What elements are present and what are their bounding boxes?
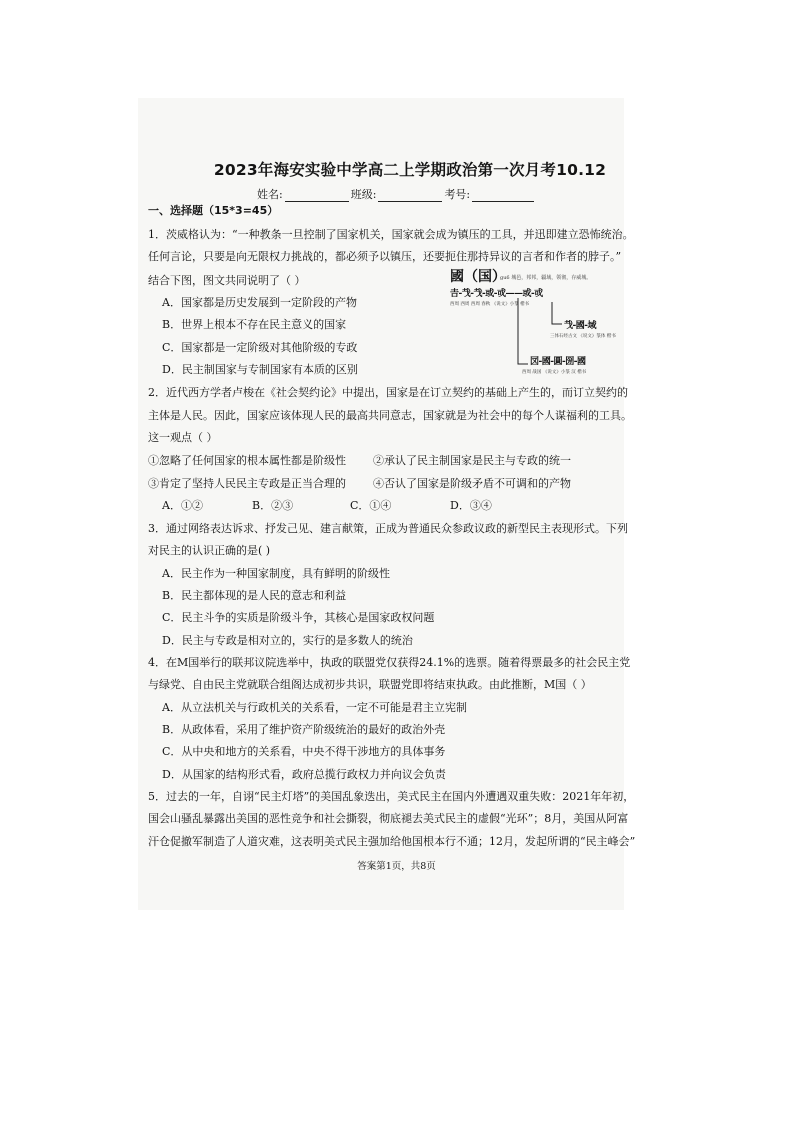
- q2-option-a: A．①②: [162, 499, 203, 512]
- figure-row-1-labels: 西周 西周 西周 春秋 《说文》小篆 楷书: [450, 302, 530, 307]
- q1-stem-line-3: 结合下图，图文共同说明了（ ）: [148, 274, 306, 287]
- q3-stem-line-1: 3．通过网络表达诉求、抒发己见、建言献策，正成为普通民众参政议政的新型民主表现形式。下列: [148, 522, 628, 535]
- q2-stem-line-3: 这一观点（ ）: [148, 431, 218, 444]
- exam-title: 2023年海安实验中学高二上学期政治第一次月考10.12: [213, 161, 607, 179]
- class-label: 班级:: [350, 188, 377, 201]
- q2-option-c: C．①④: [350, 499, 392, 512]
- q3-option-a: A．民主作为一种国家制度，具有鲜明的阶级性: [162, 567, 390, 580]
- q2-statement-3: ③肯定了坚持人民民主专政是正当合理的: [148, 477, 346, 490]
- figure-row-3-labels: 西周 战国 《说文》小篆 汉 楷书: [522, 370, 587, 375]
- exam-number-label: 考号:: [444, 188, 471, 201]
- q4-stem-line-1: 4．在M国举行的联邦议院选举中，执政的联盟党仅获得24.1%的选票。随着得票最多的社会民主党: [148, 656, 631, 669]
- q4-option-c: C．从中央和地方的关系看，中央不得干涉地方的具体事务: [162, 745, 446, 758]
- q4-stem-line-2: 与绿党、自由民主党就联合组阁达成初步共识，联盟党即将结束执政。由此推断，M国（ ）: [148, 678, 592, 691]
- q1-stem-line-1: 1．茨威格认为：“一种教条一旦控制了国家机关，国家就会成为镇压的工具，并迅即建立恐怖统治。: [148, 228, 634, 241]
- q2-stem-line-1: 2．近代西方学者卢梭在《社会契约论》中提出，国家是在订立契约的基础上产生的，而订立契约的: [148, 386, 628, 399]
- q3-option-c: C．民主斗争的实质是阶级斗争，其核心是国家政权问题: [162, 611, 435, 624]
- q5-stem-line-3: 汗仓促撤军制造了人道灾难，这表明美式民主强加给他国根本行不通；12月，发起所谓的“民主峰会”: [148, 835, 636, 848]
- class-blank: [378, 190, 442, 202]
- exam-number-blank: [472, 190, 534, 202]
- q3-stem-line-2: 对民主的认识正确的是( ): [148, 544, 271, 557]
- q2-option-b: B．②③: [252, 499, 294, 512]
- q3-option-d: D．民主与专政是相对立的，实行的是多数人的统治: [162, 634, 413, 647]
- section-heading: 一、选择题（15*3=45）: [148, 204, 279, 217]
- figure-row-2: 𢦏-國-域: [564, 321, 596, 331]
- q2-statement-2: ②承认了民主制国家是民主与专政的统一: [373, 454, 571, 467]
- q1-option-b: B．世界上根本不存在民主意义的国家: [162, 318, 347, 331]
- figure-head-character: 國（国）: [450, 269, 506, 285]
- name-label: 姓名:: [257, 188, 283, 201]
- q2-statement-1: ①忽略了任何国家的根本属性都是阶级性: [148, 454, 346, 467]
- q1-option-c: C．国家都是一定阶级对其他阶级的专政: [162, 341, 358, 354]
- character-evolution-figure: [450, 268, 650, 378]
- q4-option-b: B．从政体看，采用了维护资产阶级统治的最好的政治外壳: [162, 723, 446, 736]
- page-footer: 答案第1页，共8页: [357, 861, 436, 872]
- student-info-row: [257, 186, 536, 202]
- q2-statement-4: ④否认了国家是阶级矛盾不可调和的产物: [373, 477, 571, 490]
- q1-option-d: D．民主制国家与专制国家有本质的区别: [162, 363, 358, 376]
- name-blank: [285, 190, 349, 202]
- figure-row-1: 𠮷-𢦏-𢦏-或-戓——或-戓: [450, 289, 543, 299]
- figure-row-3: 㘝-國-圓-圀-國: [530, 357, 586, 367]
- q1-stem-line-2: 任何言论，只要是向无限权力挑战的，都必须予以镇压，还要扼住那持异议的言者和作者的脖子。”: [148, 250, 622, 263]
- figure-row-2-labels: 三体石经古文 《说文》篆体 楷书: [550, 334, 616, 339]
- figure-head-note: gu6 城邑，邦邦，疆域，领彻，存威城。: [500, 275, 592, 281]
- q2-stem-line-2: 主体是人民。因此，国家应该体现人民的最高共同意志，国家就是为社会中的每个人谋福利的工具。: [148, 409, 632, 422]
- q5-stem-line-2: 国会山骚乱暴露出美国的恶性竞争和社会撕裂，彻底褪去美式民主的虚假“光环”；8月，美国从阿富: [148, 812, 629, 825]
- q4-option-a: A．从立法机关与行政机关的关系看，一定不可能是君主立宪制: [162, 701, 467, 714]
- q3-option-b: B．民主都体现的是人民的意志和利益: [162, 589, 347, 602]
- q4-option-d: D．从国家的结构形式看，政府总揽行政权力并向议会负责: [162, 768, 446, 781]
- q1-option-a: A．国家都是历史发展到一定阶段的产物: [162, 296, 357, 309]
- q5-stem-line-1: 5．过去的一年，自诩“民主灯塔”的美国乱象迭出，美式民主在国内外遭遇双重失败：2021年年初，: [148, 790, 635, 803]
- q2-option-d: D．③④: [450, 499, 492, 512]
